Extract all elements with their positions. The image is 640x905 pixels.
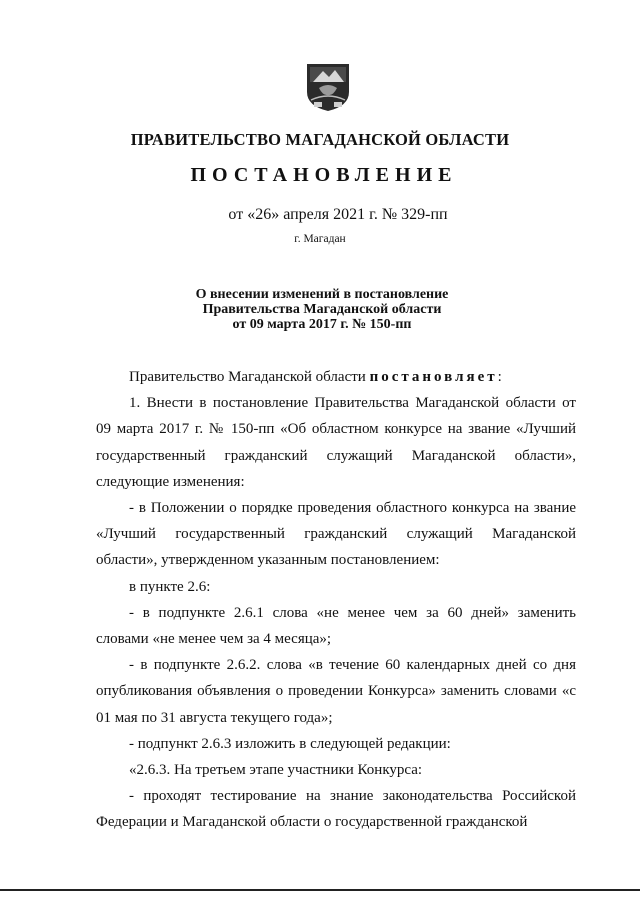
paragraph-new-text: «2.6.3. На третьем этапе участники Конкурса: xyxy=(129,762,423,779)
subject-line: Правительства Магаданской области xyxy=(202,302,442,317)
bottom-divider xyxy=(0,889,640,891)
preamble-text: Правительство Магаданской области xyxy=(129,369,370,385)
date-and-number: от «26» апреля 2021 г. № 329-пп xyxy=(228,206,448,223)
preamble-colon: : xyxy=(497,369,502,385)
document-type-title: ПОСТАНОВЛЕНИЕ xyxy=(190,164,458,186)
resolves-word: постановляет xyxy=(369,369,498,385)
paragraph-preamble xyxy=(96,364,576,390)
coat-of-arms-emblem xyxy=(305,62,351,112)
paragraph-subclause-3: - подпункт 2.6.3 изложить в следующей редакции: xyxy=(129,735,451,752)
paragraph-subclause-1: - в подпункте 2.6.1 слова «не менее чем за 60 дней» заменить словами «не менее чем за 4 месяца»; xyxy=(96,604,576,648)
document-subject xyxy=(0,287,640,332)
paragraph-clause: в пункте 2.6: xyxy=(129,578,211,595)
city-name: г. Магадан xyxy=(294,233,346,245)
government-name: ПРАВИТЕЛЬСТВО МАГАДАНСКОЙ ОБЛАСТИ xyxy=(130,130,510,149)
subject-line: от 09 марта 2017 г. № 150-пп xyxy=(232,317,412,332)
paragraph-subclause-2: - в подпункте 2.6.2. слова «в течение 60 календарных дней со дня опубликования объявления о проведении Конкурса» заменить словами «с 01 мая по 31 августа текущего года»; xyxy=(96,657,576,726)
document-body xyxy=(96,364,576,836)
paragraph-testing: - проходят тестирование на знание законодательства Российской Федерации и Магаданской области о государственной гражданской xyxy=(96,788,576,831)
paragraph-regulation: - в Положении о порядке проведения областного конкурса на звание «Лучший государственный гражданский служащий Магаданской области», утвержденном указанным постановлением: xyxy=(96,500,576,569)
subject-line: О внесении изменений в постановление xyxy=(195,287,449,302)
paragraph-item-1: 1. Внести в постановление Правительства Магаданской области от 09 марта 2017 г. № 150-пп «Об областном конкурсе на звание «Лучший государственный гражданский служащий Магаданской области», следующие изменения: xyxy=(96,395,576,490)
